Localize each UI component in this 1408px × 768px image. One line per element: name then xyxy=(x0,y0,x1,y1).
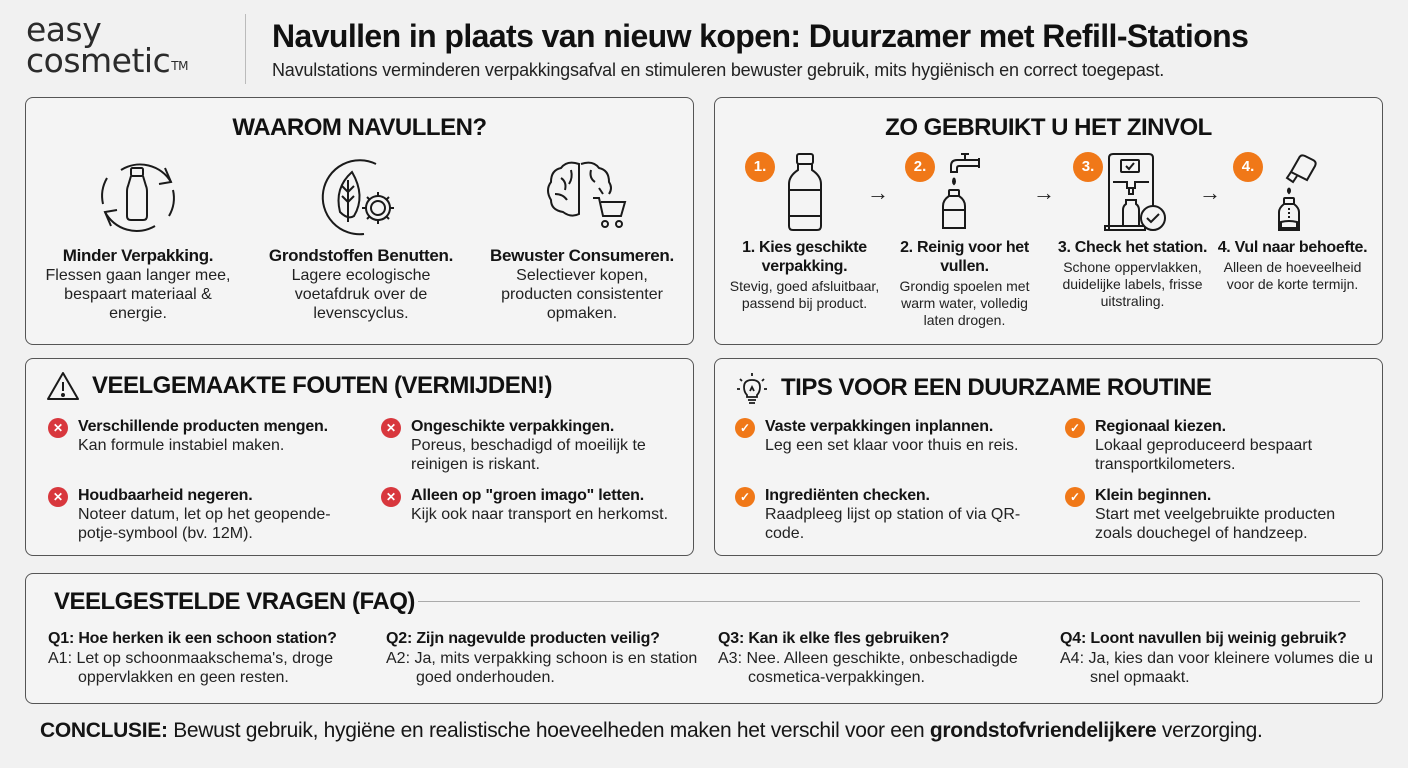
item-text: Leg een set klaar voor thuis en reis. xyxy=(765,437,1019,454)
error-x-icon: ✕ xyxy=(48,487,68,507)
refill-station-icon xyxy=(1093,150,1173,234)
step-1 xyxy=(727,150,882,312)
step-text: Schone oppervlakken, duidelijke labels, frisse uitstraling. xyxy=(1062,259,1203,309)
tip-item xyxy=(735,417,1035,455)
brain-cart-icon xyxy=(537,154,627,240)
item-heading: Verschillende producten mengen. xyxy=(78,418,328,435)
faq-answer: A2: Ja, mits verpakking schoon is en station goed onderhouden. xyxy=(386,650,698,686)
step-text: Grondig spoelen met warm water, volledig laten drogen. xyxy=(899,278,1030,328)
faq-question: Q1: Hoe herken ik een schoon station? xyxy=(48,630,337,647)
why-item-raw-materials xyxy=(261,154,461,323)
faq-item xyxy=(386,629,716,687)
brand-logo xyxy=(26,10,188,80)
mistake-item xyxy=(381,486,681,524)
step-number-badge: 2. xyxy=(905,152,935,182)
item-text: Lokaal geproduceerd bespaart transportkilometers. xyxy=(1095,437,1313,473)
tip-item xyxy=(1065,486,1365,543)
leaf-gear-icon xyxy=(316,154,406,240)
conclusion-text: Bewust gebruik, hygiëne en realistische hoeveelheden maken het verschil voor een xyxy=(167,719,930,742)
header-divider xyxy=(245,14,246,84)
tip-item xyxy=(1065,417,1365,474)
usage-steps-panel xyxy=(714,97,1383,345)
conclusion xyxy=(40,719,1263,743)
item-text: Kijk ook naar transport en herkomst. xyxy=(411,506,669,523)
bottle-icon xyxy=(765,150,845,234)
why-text: Selectiever kopen, producten consistenter opmaken. xyxy=(501,267,663,322)
faq-answer: A3: Nee. Alleen geschikte, onbeschadigde cosmetica-verpakkingen. xyxy=(718,650,1018,686)
faq-item xyxy=(718,629,1048,687)
step-2 xyxy=(887,150,1042,329)
panel-title: TIPS VOOR EEN DUURZAME ROUTINE xyxy=(781,374,1212,401)
conclusion-label: CONCLUSIE: xyxy=(40,719,168,742)
why-item-conscious-consumption xyxy=(482,154,682,323)
mistake-item xyxy=(48,417,348,455)
faq-item xyxy=(1060,629,1390,687)
faq-panel xyxy=(25,573,1383,704)
mistake-item xyxy=(48,486,348,543)
item-heading: Regionaal kiezen. xyxy=(1095,418,1226,435)
arrow-icon: → xyxy=(1033,180,1055,205)
page-subtitle: Navulstations verminderen verpakkingsafval en stimuleren bewuster gebruik, mits hygiënisch en correct toegepast. xyxy=(272,60,1165,80)
step-3 xyxy=(1055,150,1210,310)
step-number-badge: 4. xyxy=(1233,152,1263,182)
tip-item xyxy=(735,486,1035,543)
conclusion-text-end: verzorging. xyxy=(1156,719,1263,742)
conclusion-emphasis: grondstofvriendelijkere xyxy=(929,719,1157,742)
panel-title: VEELGEMAAKTE FOUTEN (VERMIJDEN!) xyxy=(92,372,553,399)
item-text: Poreus, beschadigd of moeilijk te reinigen is riskant. xyxy=(411,437,646,473)
why-heading: Bewuster Consumeren. xyxy=(490,246,674,265)
item-heading: Klein beginnen. xyxy=(1095,487,1212,504)
step-number-badge: 3. xyxy=(1073,152,1103,182)
trademark: TM xyxy=(171,59,188,73)
faq-divider xyxy=(418,601,1360,602)
error-x-icon: ✕ xyxy=(381,418,401,438)
lightbulb-icon xyxy=(735,371,769,405)
item-text: Raadpleeg lijst op station of via QR-code. xyxy=(765,506,1021,542)
header xyxy=(0,0,1408,92)
mistake-item xyxy=(381,417,681,474)
step-number-badge: 1. xyxy=(745,152,775,182)
faq-question: Q4: Loont navullen bij weinig gebruik? xyxy=(1060,630,1347,647)
check-icon: ✓ xyxy=(1065,487,1085,507)
item-heading: Houdbaarheid negeren. xyxy=(78,487,253,504)
logo-line-1: easy xyxy=(26,10,102,49)
item-text: Kan formule instabiel maken. xyxy=(78,437,285,454)
step-4 xyxy=(1215,150,1370,293)
faq-answer: A4: Ja, kies dan voor kleinere volumes die u snel opmaakt. xyxy=(1060,650,1374,686)
panel-title: ZO GEBRUIKT U HET ZINVOL xyxy=(885,114,1212,141)
step-text: Stevig, goed afsluitbaar, passend bij product. xyxy=(729,278,880,311)
step-heading: 1. Kies geschikte verpakking. xyxy=(742,239,867,275)
tap-bottle-icon xyxy=(925,150,1005,234)
arrow-icon: → xyxy=(867,180,889,205)
item-heading: Vaste verpakkingen inplannen. xyxy=(765,418,994,435)
warning-icon xyxy=(46,371,80,401)
why-text: Flessen gaan langer mee, bespaart materiaal & energie. xyxy=(45,267,231,322)
step-text: Alleen de hoeveelheid voor de korte termijn. xyxy=(1223,259,1362,292)
why-item-less-packaging xyxy=(38,154,238,323)
step-heading: 4. Vul naar behoefte. xyxy=(1217,239,1368,256)
why-heading: Minder Verpakking. xyxy=(62,246,214,265)
panel-title: WAAROM NAVULLEN? xyxy=(232,114,487,141)
item-text: Noteer datum, let op het geopende-potje-symbool (bv. 12M). xyxy=(78,506,331,542)
item-text: Start met veelgebruikte producten zoals douchegel of handzeep. xyxy=(1095,506,1336,542)
error-x-icon: ✕ xyxy=(48,418,68,438)
faq-answer: A1: Let op schoonmaakschema's, droge oppervlakken en geen resten. xyxy=(48,650,333,686)
common-mistakes-panel xyxy=(25,358,694,556)
faq-item xyxy=(48,629,378,687)
check-icon: ✓ xyxy=(735,487,755,507)
item-heading: Ongeschikte verpakkingen. xyxy=(411,418,615,435)
why-refill-panel xyxy=(25,97,694,345)
page-title: Navullen in plaats van nieuw kopen: Duurzamer met Refill-Stations xyxy=(272,18,1249,54)
faq-question: Q2: Zijn nagevulde producten veilig? xyxy=(386,630,660,647)
item-heading: Ingrediënten checken. xyxy=(765,487,930,504)
item-heading: Alleen op "groen imago" letten. xyxy=(411,487,644,504)
error-x-icon: ✕ xyxy=(381,487,401,507)
step-heading: 3. Check het station. xyxy=(1057,239,1208,256)
panel-title: VEELGESTELDE VRAGEN (FAQ) xyxy=(54,588,415,615)
pour-bottle-icon xyxy=(1253,150,1333,234)
check-icon: ✓ xyxy=(735,418,755,438)
logo-line-2: cosmetic xyxy=(26,41,171,80)
step-heading: 2. Reinig voor het vullen. xyxy=(900,239,1029,275)
arrow-icon: → xyxy=(1199,180,1221,205)
sustainable-tips-panel xyxy=(714,358,1383,556)
recycle-bottle-icon xyxy=(93,154,183,240)
why-heading: Grondstoffen Benutten. xyxy=(268,246,454,265)
check-icon: ✓ xyxy=(1065,418,1085,438)
why-text: Lagere ecologische voetafdruk over de levenscyclus. xyxy=(291,267,431,322)
faq-question: Q3: Kan ik elke fles gebruiken? xyxy=(718,630,950,647)
